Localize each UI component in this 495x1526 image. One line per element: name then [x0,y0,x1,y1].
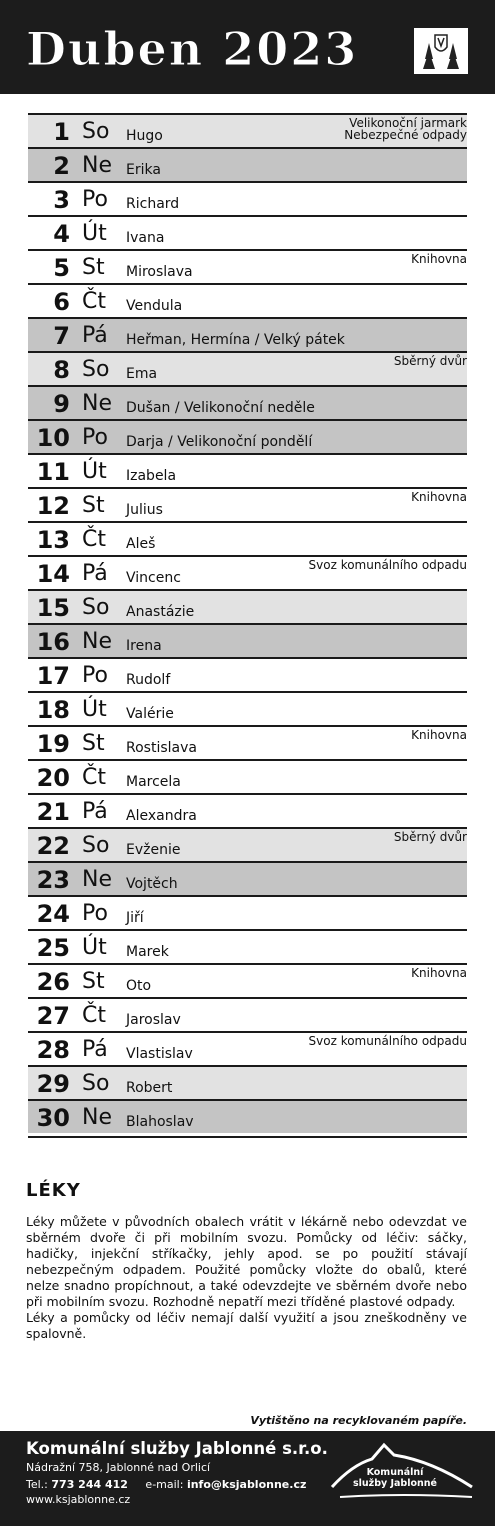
day-of-week: So [82,833,110,858]
calendar-row [28,623,467,657]
day-of-week: St [82,255,105,280]
day-of-week: Ne [82,629,112,654]
name-day: Julius [126,502,163,518]
calendar-row [28,997,467,1031]
name-day: Rostislava [126,740,197,756]
day-event-line: Svoz komunálního odpadu [308,558,467,572]
day-of-week: St [82,969,105,994]
day-of-week: Ne [82,867,112,892]
day-of-week: Po [82,187,108,212]
logo-text [340,1467,450,1489]
day-number: 21 [36,798,70,826]
calendar-row [28,555,467,589]
company-name: Komunální služby Jablonné s.r.o. [26,1439,328,1458]
day-number: 23 [36,866,70,894]
day-of-week: So [82,595,110,620]
day-number: 4 [53,220,70,248]
day-of-week: Út [82,935,107,960]
calendar-row [28,317,467,351]
calendar-row [28,861,467,895]
day-event-note [411,491,467,503]
name-day: Robert [126,1080,173,1096]
day-of-week: Čt [82,289,106,314]
calendar-row [28,351,467,385]
name-day: Vendula [126,298,183,314]
day-of-week: So [82,1071,110,1096]
day-event-line: Knihovna [411,728,467,742]
day-number: 24 [36,900,70,928]
company-address: Nádražní 758, Jablonné nad Orlicí [26,1461,211,1474]
calendar-row [28,759,467,793]
day-event-note [394,831,467,843]
calendar-row [28,181,467,215]
day-of-week: So [82,357,110,382]
day-of-week: Po [82,425,108,450]
day-of-week: So [82,119,110,144]
day-number: 11 [36,458,70,486]
day-number: 28 [36,1036,70,1064]
day-number: 16 [36,628,70,656]
calendar-row [28,895,467,929]
logo-text-line-2: služby Jablonné [352,1478,437,1489]
day-of-week: Pá [82,561,108,586]
day-of-week: Čt [82,1003,106,1028]
day-event-note [309,1035,467,1047]
calendar-bottom-line [28,1136,467,1138]
name-day: Marek [126,944,169,960]
calendar-row [28,521,467,555]
day-event-line: Sběrný dvůr [393,830,467,844]
calendar-row [28,1099,467,1133]
day-of-week: Pá [82,799,108,824]
name-day: Anastázie [126,604,195,620]
logo-text-line-1: Komunální [366,1467,424,1478]
day-number: 12 [36,492,70,520]
day-number: 25 [36,934,70,962]
name-day: Valérie [126,706,174,722]
calendar-row [28,385,467,419]
name-day: Miroslava [126,264,193,280]
day-of-week: Pá [82,1037,108,1062]
meds-paragraph-1: Léky můžete v původních obalech vrátit v lékárně nebo odevzdat ve sběrném dvoře či při mobilním svozu. Pomůcky od léčiv: sáčky, hadičky, injekční stříkačky, jehly apod. se po použití stávají nebezpečným odpadem. Použité pomůcky vložte do obalů, které nelze snadno propíchnout, a také odevzdejte ve sběrném dvoře nebo při mobilním svozu. Rozhodně nepatří mezi tříděné plastové odpady. [26,1214,467,1309]
day-event-line: Nebezpečné odpady [344,128,467,142]
name-day: Hugo [126,128,163,144]
day-of-week: Ne [82,153,112,178]
calendar-row [28,487,467,521]
recycled-paper-note: Vytištěno na recyklovaném papíře. [250,1414,467,1427]
name-day: Alexandra [126,808,197,824]
day-number: 29 [36,1070,70,1098]
email-link[interactable]: info@ksjablonne.cz [186,1478,307,1491]
name-day: Jaroslav [126,1012,181,1028]
day-number: 7 [53,322,70,350]
day-number: 22 [36,832,70,860]
calendar-row [28,249,467,283]
company-contact [26,1478,306,1491]
calendar-row [28,657,467,691]
day-number: 5 [53,254,70,282]
day-number: 26 [36,968,70,996]
day-of-week: St [82,493,105,518]
calendar-row [28,589,467,623]
calendar-row [28,1031,467,1065]
day-event-line: Knihovna [411,252,467,266]
footer-bar [0,1431,495,1526]
calendar-row [28,1065,467,1099]
tel-number: 773 244 412 [51,1478,128,1491]
day-event-line: Knihovna [411,966,467,980]
name-day: Dušan / Velikonoční neděle [126,400,315,416]
calendar-row [28,793,467,827]
meds-paragraph-2: Léky a pomůcky od léčiv nemají další využití a jsou zneškodněny ve spalovně. [26,1310,467,1341]
calendar-row [28,215,467,249]
day-event-line: Sběrný dvůr [393,354,467,368]
name-day: Marcela [126,774,181,790]
day-number: 27 [36,1002,70,1030]
meds-text [26,1214,467,1342]
website-link[interactable]: www.ksjablonne.cz [26,1493,131,1506]
day-event-line: Knihovna [411,490,467,504]
name-day: Jiří [126,910,144,926]
day-number: 15 [36,594,70,622]
name-day: Rudolf [126,672,171,688]
name-day: Vlastislav [126,1046,193,1062]
day-of-week: Ne [82,1105,112,1130]
day-of-week: Čt [82,527,106,552]
day-of-week: St [82,731,105,756]
name-day: Oto [126,978,152,994]
town-crest-icon [414,28,468,74]
calendar-row [28,283,467,317]
name-day: Blahoslav [126,1114,194,1130]
day-number: 3 [53,186,70,214]
name-day: Richard [126,196,180,212]
calendar-row [28,929,467,963]
day-number: 18 [36,696,70,724]
name-day: Aleš [126,536,156,552]
day-number: 19 [36,730,70,758]
day-of-week: Po [82,663,108,688]
calendar-row [28,725,467,759]
day-number: 10 [36,424,70,452]
day-number: 30 [36,1104,70,1132]
name-day: Darja / Velikonoční pondělí [126,434,313,450]
day-of-week: Út [82,697,107,722]
name-day: Evženie [126,842,181,858]
day-number: 9 [53,390,70,418]
calendar-row [28,113,467,147]
name-day: Vojtěch [126,876,178,892]
name-day: Irena [126,638,162,654]
name-day: Vincenc [126,570,181,586]
day-number: 13 [36,526,70,554]
day-number: 6 [53,288,70,316]
calendar-row [28,419,467,453]
day-event-note [411,253,467,265]
day-event-note [411,967,467,979]
email-label: e-mail: [145,1478,184,1491]
calendar-row [28,963,467,997]
calendar-row [28,147,467,181]
day-event-note [344,117,467,141]
day-of-week: Ne [82,391,112,416]
header-bar [0,0,495,94]
day-of-week: Út [82,221,107,246]
day-number: 14 [36,560,70,588]
day-number: 20 [36,764,70,792]
day-of-week: Pá [82,323,108,348]
name-day: Heřman, Hermína / Velký pátek [126,332,345,348]
day-number: 17 [36,662,70,690]
day-event-note [309,559,467,571]
day-number: 1 [53,118,70,146]
tel-label: Tel.: [26,1478,48,1491]
name-day: Ema [126,366,158,382]
name-day: Ivana [126,230,165,246]
day-event-note [394,355,467,367]
day-of-week: Po [82,901,108,926]
meds-heading: LÉKY [26,1180,81,1201]
page-title: Duben 2023 [26,22,359,76]
calendar-row [28,827,467,861]
calendar-table [28,113,467,1133]
name-day: Erika [126,162,161,178]
calendar-row [28,453,467,487]
day-number: 2 [53,152,70,180]
day-event-line: Svoz komunálního odpadu [308,1034,467,1048]
calendar-row [28,691,467,725]
day-event-line: Velikonoční jarmark [349,116,467,130]
day-number: 8 [53,356,70,384]
day-of-week: Čt [82,765,106,790]
name-day: Izabela [126,468,177,484]
day-event-note [411,729,467,741]
day-of-week: Út [82,459,107,484]
